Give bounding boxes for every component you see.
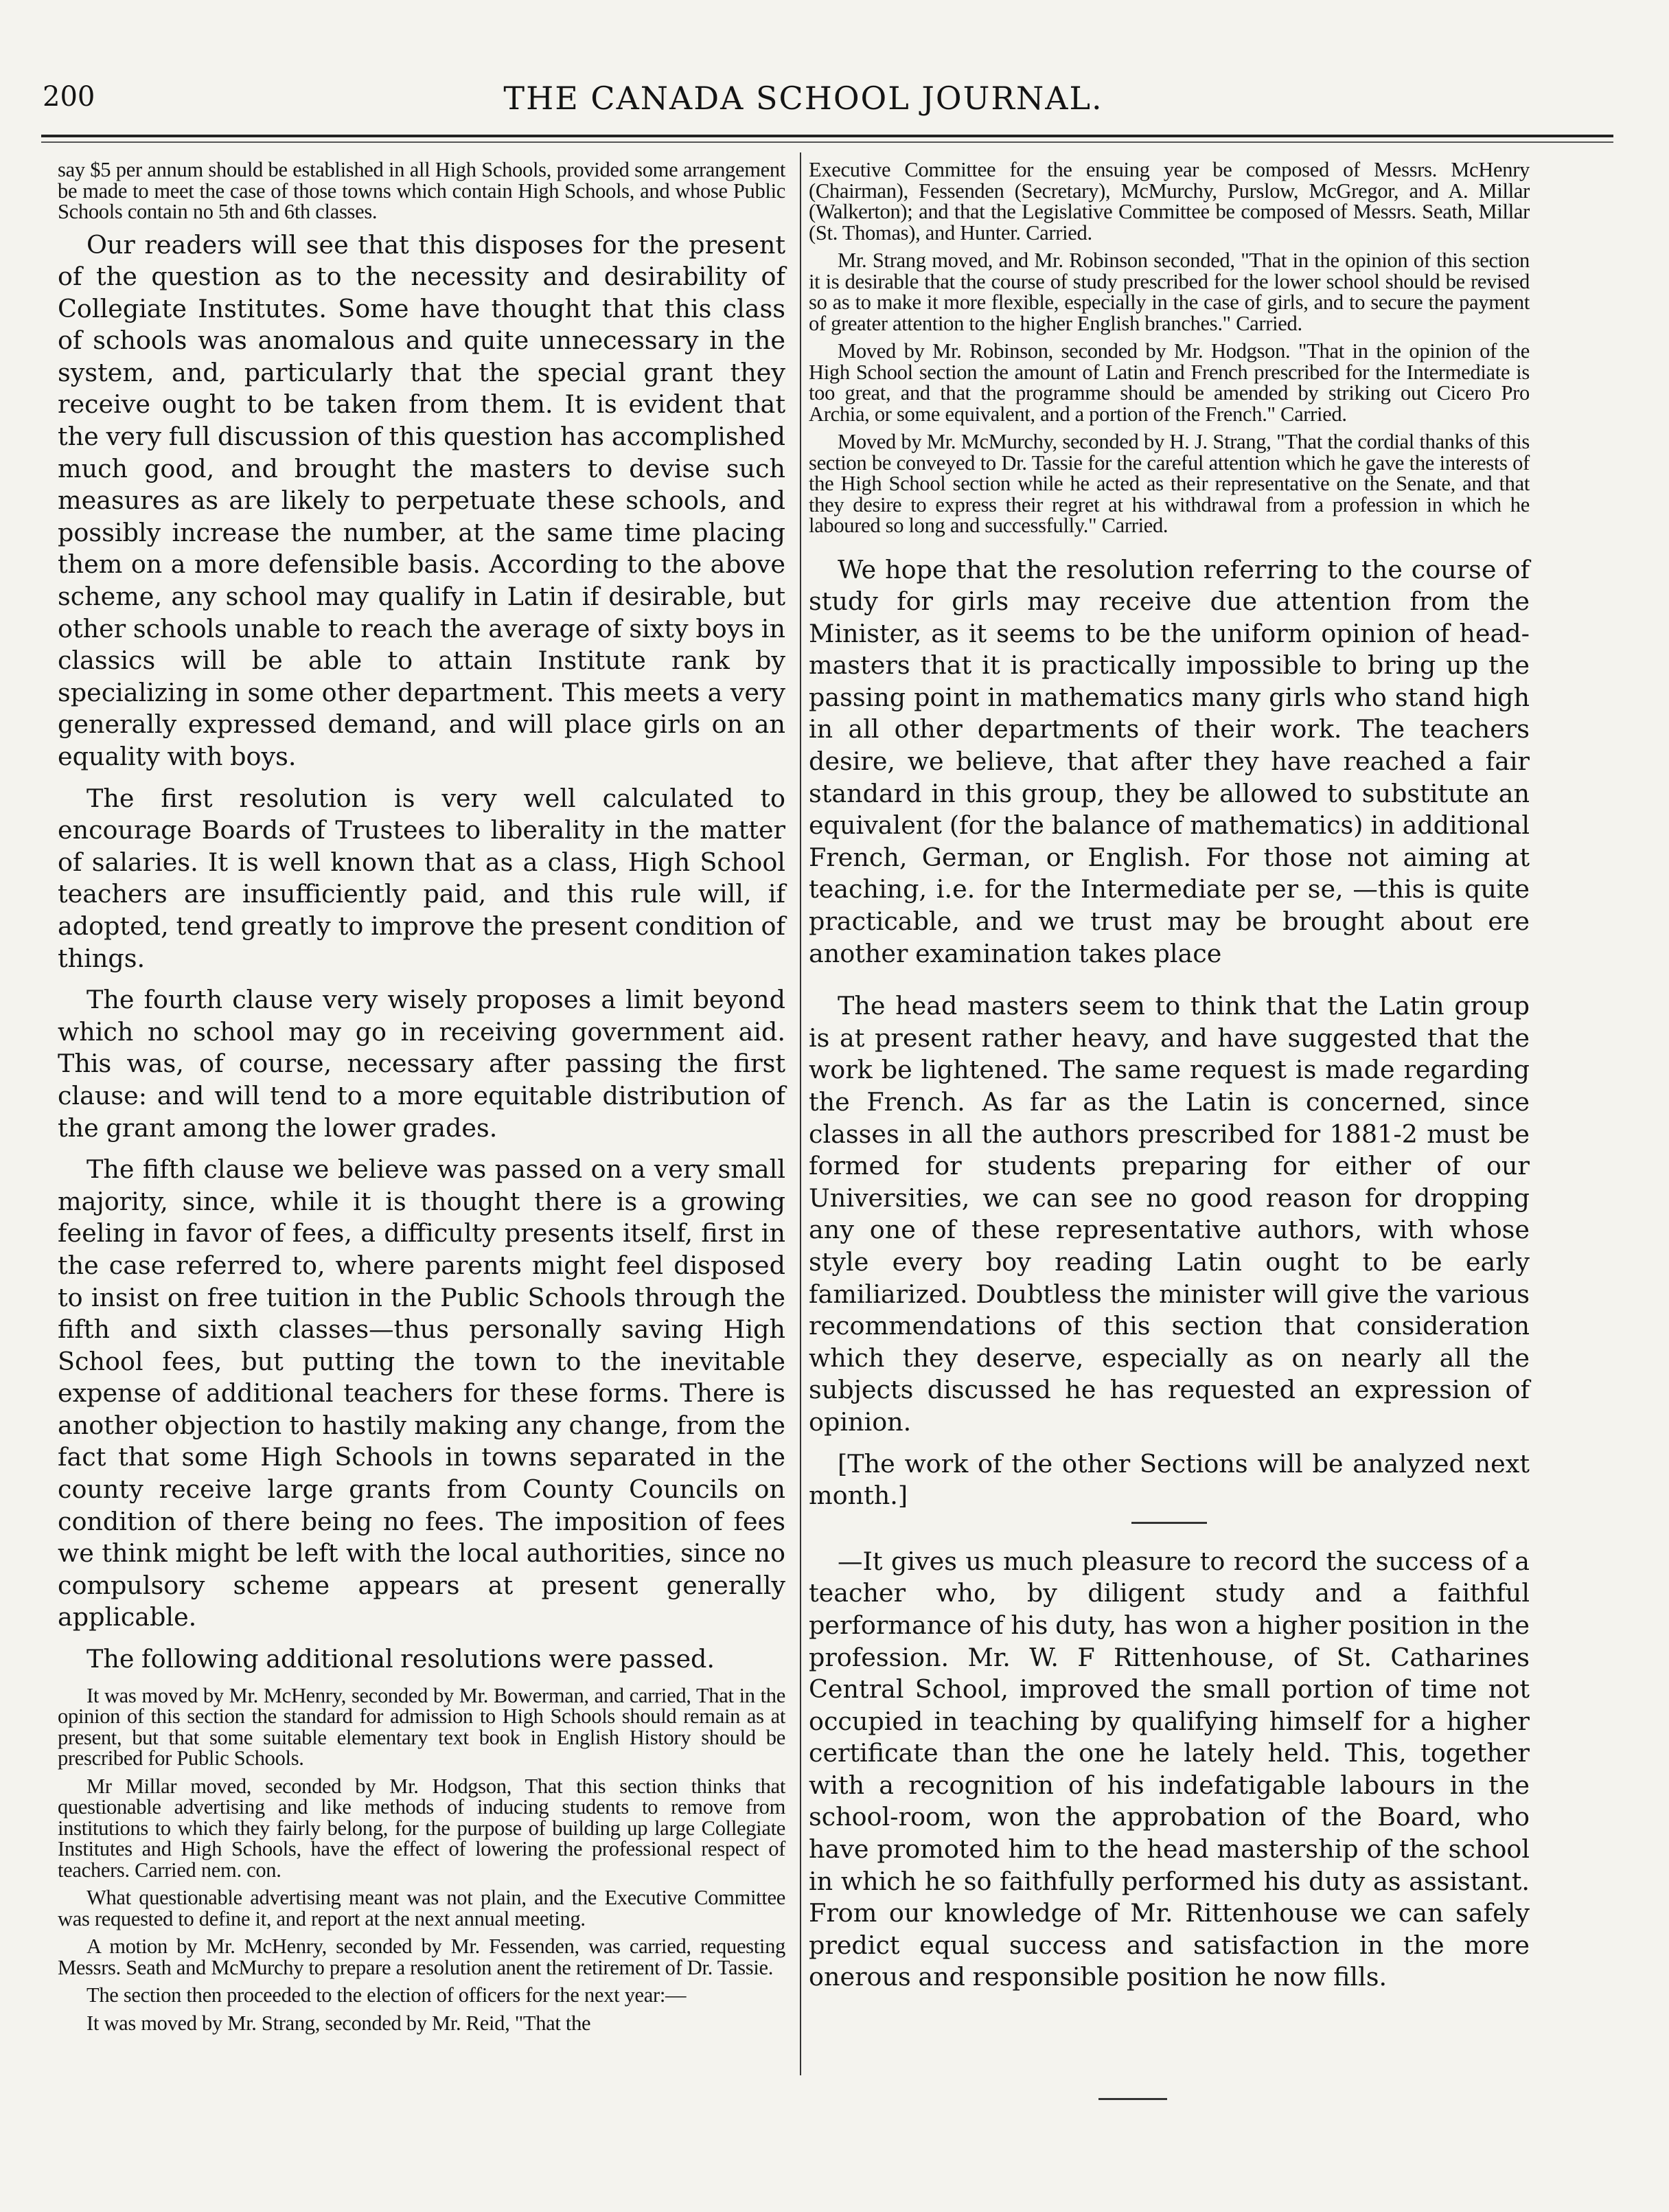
resolution: A motion by Mr. McHenry, seconded by Mr. Fessenden, was carried, requesting Messrs. Seath and McMurchy to prepare a resolution anent the retirement of Dr. Tassie. bbox=[58, 1935, 785, 1979]
resolution: What questionable advertising meant was not plain, and the Executive Committee was requested to define it, and report at the next annual meeting. bbox=[58, 1886, 785, 1930]
paragraph: say $5 per annum should be established in all High Schools, provided some arrangement be made to meet the case of those towns which contain High Schools, and whose Public Schools contain no 5th and 6th classes. bbox=[58, 158, 785, 223]
paragraph: Our readers will see that this disposes for the present of the question as to the necessity and desirability of Collegiate Institutes. Some have thought that this class of schools was anomalous and quite unnecessary in the system, and, particularly that the special grant they receive ought to be taken from them. It is evident that the very full discussion of this question has accomplished much good, and brought the masters to devise such measures as are likely to perpetuate these schools, and possibly increase the number, at the same time placing them on a more defensible basis. According to the above scheme, any school may qualify in Latin if desirable, but other schools unable to reach the average of sixty boys in classics will be able to attain Institute rank by specializing in some other department. This meets a very generally expressed demand, and will place girls on an equality with boys. bbox=[58, 229, 785, 771]
spacer bbox=[809, 979, 1530, 990]
left-column bbox=[58, 159, 785, 2040]
page-number: 200 bbox=[43, 81, 95, 113]
running-title: THE CANADA SCHOOL JOURNAL. bbox=[503, 80, 1103, 117]
resolution: Mr Millar moved, seconded by Mr. Hodgson, That this section thinks that questionable advertising and like methods of inducing students to remove from institutions to which they fairly belong, for the purpose of building up large Collegiate Institutes and High Schools, have the effect of lowering the professional respect of teachers. Carried nem. con. bbox=[58, 1774, 785, 1882]
spacer bbox=[809, 1529, 1530, 1546]
resolution: Executive Committee for the ensuing year be composed of Messrs. McHenry (Chairman), Fessenden (Secretary), McMurchy, Purslow, McGregor, and A. Millar (Walkerton); and that the Legislative Committee be composed of Messrs. Seath, Millar (St. Thomas), and Hunter. Carried. bbox=[809, 158, 1530, 244]
end-rule bbox=[1098, 2098, 1167, 2100]
section-divider bbox=[1131, 1522, 1207, 1524]
paragraph: We hope that the resolution referring to the course of study for girls may receive due attention from the Minister, as it seems to be the uniform opinion of head-masters that it is practically impossible to bring up the passing point in mathematics many girls who stand high in all other departments of their work. The teachers desire, we believe, that after they have reached a fair standard in this group, they be allowed to substitute an equivalent (for the balance of mathematics) in additional French, German, or English. For those not aiming at teaching, i.e. for the Intermediate per se, —this is quite practicable, and we trust may be brought about ere another examination takes place bbox=[809, 554, 1530, 968]
resolution: The section then proceeded to the election of officers for the next year:— bbox=[87, 1983, 687, 2007]
paragraph: —It gives us much pleasure to record the success of a teacher who, by diligent study and a faithful performance of his duty, has won a higher position in the profession. Mr. W. F Rittenhouse, of St. Catharines Central School, improved the small portion of time not occupied in teaching by qualifying himself for a higher certificate than the one he lately held. This, together with a recognition of his indefatigable labours in the school-room, won the approbation of the Board, who have promoted him to the head mastership of the school in which he so faithfully performed his duty as assistant. From our knowledge of Mr. Rittenhouse we can safely predict equal success and satisfaction in the more onerous and responsible position he now fills. bbox=[809, 1546, 1530, 1992]
paragraph: The fifth clause we believe was passed on a very small majority, since, while it is thought there is a growing feeling in favor of fees, a difficulty presents itself, first in the case referred to, where parents might feel disposed to insist on free tuition in the Public Schools through the fifth and sixth classes—thus personally saving High School fees, but putting the town to the inevitable expense of additional teachers for these forms. There is another objection to hastily making any change, from the fact that some High Schools in towns separated in the county receive large grants from County Councils on condition of there being no fees. The imposition of fees we think might be left with the local authorities, since no compulsory scheme appears at present generally applicable. bbox=[58, 1154, 785, 1632]
paragraph: The following additional resolutions were passed. bbox=[87, 1644, 715, 1674]
resolution: Mr. Strang moved, and Mr. Robinson seconded, "That in the opinion of this section it is desirable that the course of study prescribed for the lower school should be revised so as to make it more flexible, especially in the case of girls, and to secure the payment of greater attention to the higher English branches." Carried. bbox=[809, 249, 1530, 335]
paragraph: [The work of the other Sections will be analyzed next month.] bbox=[809, 1448, 1530, 1511]
header-rule-thin bbox=[41, 141, 1613, 143]
right-column bbox=[809, 159, 1530, 2003]
resolution: It was moved by Mr. Strang, seconded by Mr. Reid, "That the bbox=[87, 2011, 591, 2035]
column-divider bbox=[800, 152, 801, 2075]
paragraph: The first resolution is very well calculated to encourage Boards of Trustees to liberality in the matter of salaries. It is well known that as a class, High School teachers are insufficiently paid, and this rule will, if adopted, tend greatly to improve the present condition of things. bbox=[58, 783, 785, 973]
spacer bbox=[809, 543, 1530, 554]
resolution: Moved by Mr. Robinson, seconded by Mr. Hodgson. "That in the opinion of the High School section the amount of Latin and French prescribed for the Intermediate is too great, and that the programme should be amended by striking out Cicero Pro Archia, or some equivalent, and a portion of the French." Carried. bbox=[809, 339, 1530, 426]
resolution: Moved by Mr. McMurchy, seconded by H. J. Strang, "That the cordial thanks of this section be conveyed to Dr. Tassie for the careful attention which he gave the interests of the High School section while he acted as their representative on the Senate, and that they desire to express their regret at his withdrawal from a profession in which he laboured so long and successfully." Carried. bbox=[809, 430, 1530, 537]
paragraph: The fourth clause very wisely proposes a limit beyond which no school may go in receiving government aid. This was, of course, necessary after passing the first clause: and will tend to a more equitable distribution of the grant among the lower grades. bbox=[58, 985, 785, 1143]
header-rule bbox=[41, 135, 1613, 137]
paragraph: The head masters seem to think that the Latin group is at present rather heavy, and have suggested that the work be lightened. The same request is made regarding the French. As far as the Latin is concerned, since classes in all the authors prescribed for 1881-2 must be formed for students preparing for either of our Universities, we can see no good reason for dropping any one of these representative authors, with whose style every boy reading Latin ought to be early familiarized. Doubtless the minister will give the various recommendations of this section that consideration which they deserve, especially as on nearly all the subjects discussed he has requested an expression of opinion. bbox=[809, 991, 1530, 1437]
resolution: It was moved by Mr. McHenry, seconded by Mr. Bowerman, and carried, That in the opinion of this section the standard for admission to High Schools should remain as at present, but that some suitable elementary text book in English History should be prescribed for Public Schools. bbox=[58, 1683, 785, 1770]
